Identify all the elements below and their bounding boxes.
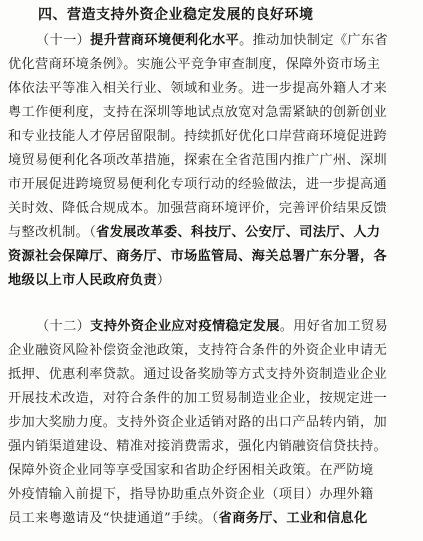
responsible-departments-line: 资源社会保障厅、商务厅、市场监管局、海关总署广东分署，各 (8, 249, 388, 264)
text-line (36, 32, 388, 50)
text-line: 保障外资企业同等享受国家和省助企纾困相关政策。在严防境 (8, 463, 374, 478)
text-line: 体依法平等准入相关行业、领域和业务。进一步提高外籍人才来 (8, 81, 388, 96)
article-number: （十一） (36, 33, 91, 48)
section-heading: 四、营造支持外资企业稳定发展的良好环境 (38, 7, 314, 23)
responsible-departments: 省发展改革委、科技厅、公安厅、司法厅、人力 (96, 225, 381, 240)
text-line: 优化营商环境条例》。实施公平竞争审查制度，保障外资市场主 (8, 57, 381, 72)
text-line: 市开展促进跨境贸易便利化专项行动的经验做法，进一步提高通 (8, 177, 388, 192)
line-text: 与整改机制。（ (8, 225, 97, 240)
text-line: 和专业技能人才停居留限制。持续抓好优化口岸营商环境促进跨 (8, 129, 388, 144)
text-line: 关时效、降低合规成本。加强营商环境评价，完善评价结果反馈 (8, 201, 388, 216)
text-line: 抵押、优惠利率贷款。通过设备奖励等方式支持外资制造业企业 (8, 367, 388, 382)
text-line: 外疫情输入前提下，指导协助重点外资企业（项目）办理外籍 (8, 487, 374, 502)
responsible-departments: 省商务厅、工业和信息化 (218, 511, 368, 526)
text-line: 企业融资风险补偿资金池政策，支持符合条件的外资企业申请无 (8, 343, 388, 358)
text-line (36, 318, 388, 336)
line-text: ） (156, 273, 171, 288)
text-line: 步加大奖励力度。支持外资企业适销对路的出口产品转内销，加 (8, 415, 388, 430)
line-text: 。用好省加工贸易 (279, 319, 388, 334)
text-line: 境贸易便利化各项改革措施，探索在全省范围内推广广州、深圳 (8, 153, 388, 168)
article-title: 支持外资企业应对疫情稳定发展 (90, 319, 280, 334)
text-line (8, 510, 368, 528)
line-text: 员工来粤邀请及“快捷通道”手续。（ (8, 511, 219, 526)
text-line (8, 272, 170, 290)
responsible-departments: 地级以上市人民政府负责 (8, 273, 157, 288)
article-title: 提升营商环境便利化水平 (90, 33, 240, 48)
text-line: 开展技术改造，对符合条件的加工贸易制造业企业，按规定进一 (8, 391, 388, 406)
line-text: 。推动加快制定《广东省 (239, 33, 388, 48)
article-number: （十二） (36, 319, 91, 334)
text-line: 粤工作便利度，支持在深圳等地试点放宽对急需紧缺的创新创业 (8, 105, 388, 120)
text-line: 强内销渠道建设、精准对接消费需求，强化内销融资信贷扶持。 (8, 439, 388, 454)
text-line (8, 224, 380, 242)
